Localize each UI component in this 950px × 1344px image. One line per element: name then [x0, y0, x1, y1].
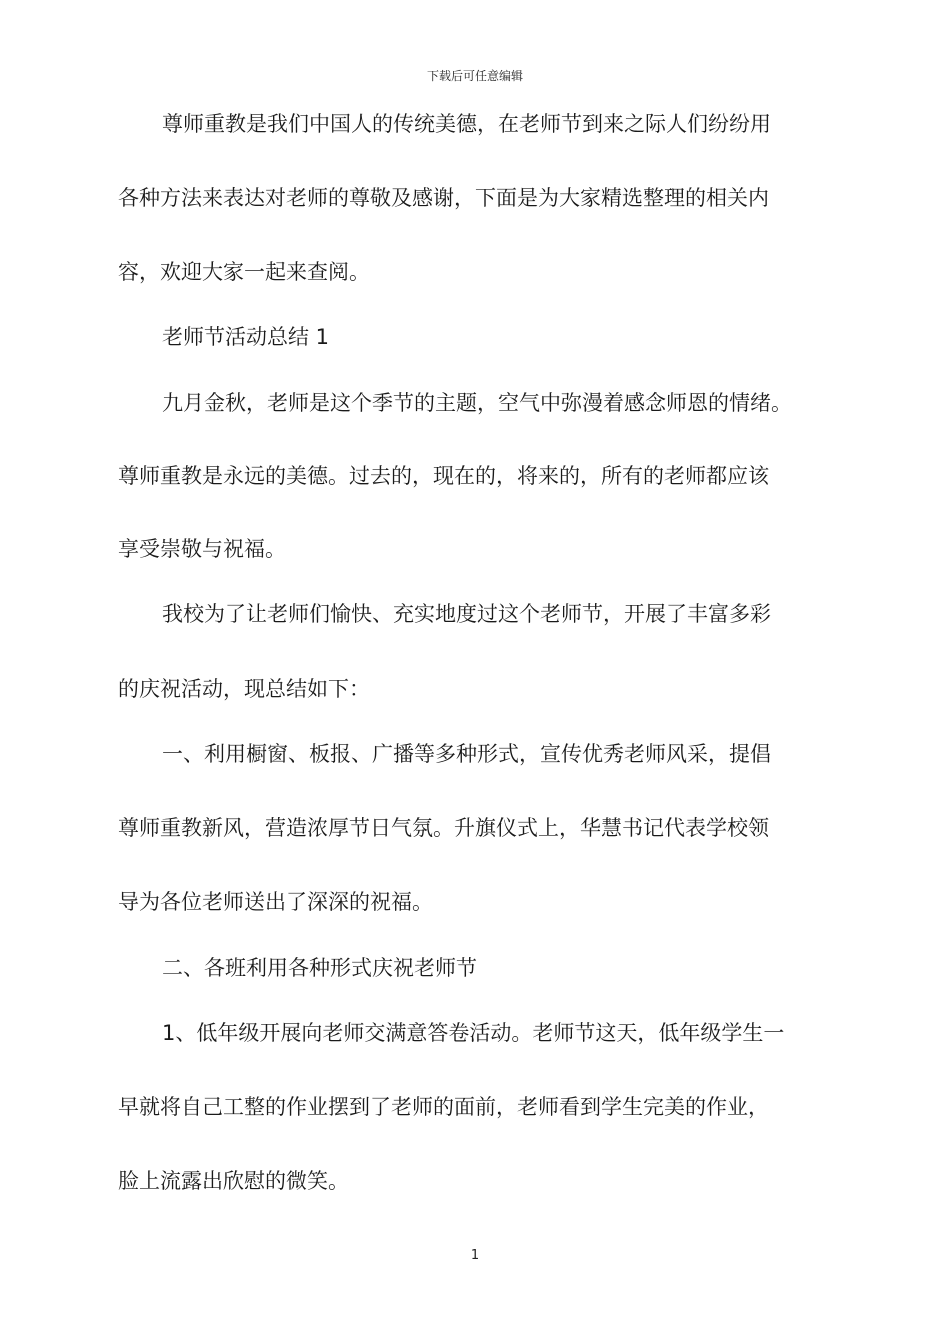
paragraph-line: 尊师重教是我们中国人的传统美德，在老师节到来之际人们纷纷用: [162, 112, 771, 136]
paragraph-line: 尊师重教新风，营造浓厚节日气氛。升旗仪式上，华慧书记代表学校领: [118, 816, 769, 840]
paragraph-line: 九月金秋，老师是这个季节的主题，空气中弥漫着感念师恩的情绪。: [162, 391, 792, 415]
page-header: 下载后可任意编辑: [426, 69, 523, 83]
paragraph-line: 享受崇敬与祝福。: [118, 537, 286, 561]
section-heading: 老师节活动总结 1: [162, 325, 330, 349]
paragraph-line: 的庆祝活动，现总结如下：: [118, 677, 370, 701]
paragraph-line: 脸上流露出欣慰的微笑。: [118, 1169, 349, 1193]
paragraph-line: 我校为了让老师们愉快、充实地度过这个老师节，开展了丰富多彩: [162, 602, 771, 626]
page-number: 1: [470, 1248, 480, 1263]
paragraph-line: 一、利用橱窗、板报、广播等多种形式，宣传优秀老师风采，提倡: [162, 742, 771, 766]
paragraph-line: 各种方法来表达对老师的尊敬及感谢，下面是为大家精选整理的相关内: [118, 186, 769, 210]
paragraph-line: 1、低年级开展向老师交满意答卷活动。老师节这天，低年级学生一: [162, 1021, 785, 1045]
paragraph-line: 导为各位老师送出了深深的祝福。: [118, 890, 433, 914]
paragraph-line: 早就将自己工整的作业摆到了老师的面前，老师看到学生完美的作业，: [118, 1095, 769, 1119]
section-heading: 二、各班利用各种形式庆祝老师节: [162, 956, 477, 980]
paragraph-line: 容，欢迎大家一起来查阅。: [118, 260, 370, 284]
paragraph-line: 尊师重教是永远的美德。过去的，现在的，将来的，所有的老师都应该: [118, 464, 769, 488]
